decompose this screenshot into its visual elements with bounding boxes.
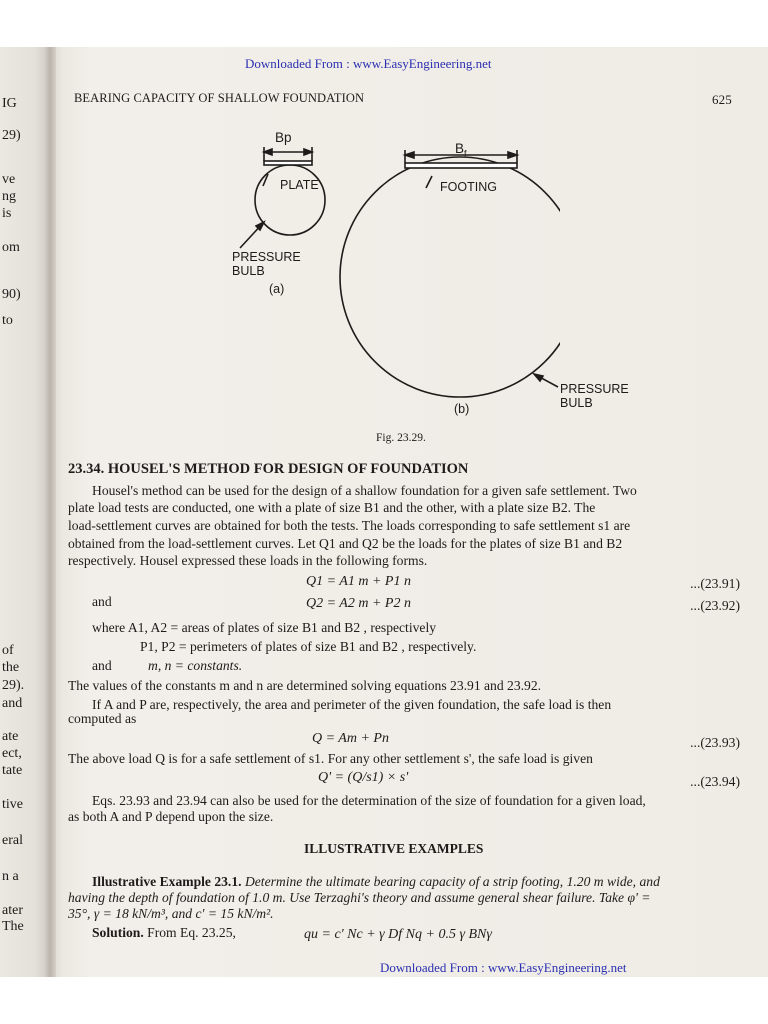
equation-23-94: Q' = (Q/s1) × s' (318, 770, 409, 785)
example-text-1: Determine the ultimate bearing capacity of a strip footing, 1.20 m wide, and (244, 874, 660, 889)
running-head: BEARING CAPACITY OF SHALLOW FOUNDATION (74, 91, 365, 105)
facing-page-fragment: ate (2, 729, 19, 744)
equation-number-23-93: ...(23.93) (690, 735, 740, 750)
solution-equation: qu = c' Nc + γ Df Nq + 0.5 γ BNγ (304, 927, 492, 942)
example-line-1 (92, 874, 660, 890)
where-line-1: where A1, A2 = areas of plates of size B1 and B2 , respectively (92, 620, 437, 635)
footing-label: FOOTING (440, 180, 497, 194)
where-line-3: m, n = constants. (148, 658, 243, 673)
facing-page-fragment: ng (2, 189, 16, 204)
plate-width-label (275, 130, 292, 145)
para1-line4: obtained from the load-settlement curves. Let Q1 and Q2 be the loads for the plates of size B1 and B2 (68, 536, 623, 551)
download-link-top[interactable]: Downloaded From : www.EasyEngineering.net (245, 56, 492, 71)
para1-line1: Housel's method can be used for the design of a shallow foundation for a given safe settlement. Two (92, 483, 637, 498)
footing-rect (405, 163, 517, 168)
facing-page-fragment: ect, (2, 746, 22, 761)
equation-23-91: Q1 = A1 m + P1 n (306, 574, 411, 589)
facing-page-fragment: and (2, 696, 23, 711)
para3-line2: computed as (68, 711, 137, 726)
equation-23-93: Q = Am + Pn (312, 731, 389, 746)
facing-page-fragment: 29). (2, 678, 25, 693)
facing-page-fragment: n a (2, 869, 19, 884)
pressure-bulb-a-circle (255, 165, 325, 235)
equation-number-23-91: ...(23.91) (690, 576, 740, 591)
para1-line2: plate load tests are conducted, one with a plate of size B1 and the other, with a plate size B2. The (68, 500, 596, 515)
para2: The values of the constants m and n are determined solving equations 23.91 and 23.92. (68, 678, 542, 693)
facing-page-fragment: 90) (2, 287, 21, 302)
plate-label: PLATE (280, 178, 319, 192)
facing-page-fragment: tive (2, 797, 23, 812)
facing-page-fragment: ve (2, 172, 16, 187)
pressure-bulb-a-line2: BULB (232, 264, 265, 278)
facing-page-fragment: eral (2, 833, 23, 848)
examples-heading: ILLUSTRATIVE EXAMPLES (304, 841, 484, 856)
plate-rect (264, 161, 312, 165)
pressure-bulb-a-label (232, 250, 301, 278)
page-number: 625 (712, 92, 732, 107)
example-line-2: having the depth of foundation of 1.0 m. Use Terzaghi's theory and assume general shear failure. Take φ' = (68, 890, 651, 905)
section-heading: 23.34. HOUSEL'S METHOD FOR DESIGN OF FOUNDATION (68, 461, 469, 477)
pressure-bulb-a-line1: PRESSURE (232, 250, 301, 264)
figure-caption: Fig. 23.29. (376, 432, 426, 444)
facing-page-fragment: IG (2, 96, 17, 111)
pressure-bulb-b-line2: BULB (560, 396, 593, 410)
facing-page-fragment: 29) (2, 128, 21, 143)
facing-page-fragment: is (2, 206, 12, 221)
example-label: Illustrative Example 23.1. (92, 874, 242, 889)
pressure-bulb-b-line1: PRESSURE (560, 382, 629, 396)
para1-line5: respectively. Housel expressed these loads in the following forms. (68, 553, 428, 568)
facing-page-fragment: to (2, 313, 13, 328)
download-link-bottom[interactable]: Downloaded From : www.EasyEngineering.net (380, 960, 627, 975)
facing-page-fragment: of (2, 643, 14, 658)
plate-width-text: Bp (275, 130, 292, 145)
equation-number-23-94: ...(23.94) (690, 774, 740, 789)
facing-page-fragment: ater (2, 903, 23, 918)
facing-page-fragment: the (2, 660, 20, 675)
solution-label: Solution. (92, 925, 144, 940)
facing-page-fragment: The (2, 919, 24, 934)
and-label-1: and (92, 594, 112, 609)
facing-page-fragment: om (2, 240, 20, 255)
facing-page-fragment: tate (2, 763, 23, 778)
footing-width-text: B (455, 141, 465, 156)
solution-line (92, 925, 236, 941)
equation-23-92: Q2 = A2 m + P2 n (306, 596, 411, 611)
para3-line1: If A and P are, respectively, the area and perimeter of the given foundation, the safe load is then (92, 697, 612, 712)
para4: The above load Q is for a safe settlement of s1. For any other settlement s', the safe load is given (68, 751, 593, 766)
footing-width-label (455, 141, 467, 159)
solution-text: From Eq. 23.25, (147, 925, 236, 940)
para5-line1: Eqs. 23.93 and 23.94 can also be used for the determination of the size of foundation for a given load, (92, 793, 646, 808)
and-label-2: and (92, 658, 112, 673)
example-line-3: 35°, γ = 18 kN/m³, and c' = 15 kN/m². (68, 906, 274, 921)
where-line-2: P1, P2 = perimeters of plates of size B1 and B2 , respectively. (140, 639, 477, 654)
footing-leader (426, 176, 432, 188)
figure-sub-b: (b) (454, 402, 470, 416)
figure-sub-a: (a) (269, 282, 285, 296)
book-spine-shadow (44, 47, 56, 977)
footing-width-subscript: f (464, 148, 467, 159)
para5-line2: as both A and P depend upon the size. (68, 809, 274, 824)
pressure-bulb-b-label (560, 382, 629, 410)
para1-line3: load-settlement curves are obtained for both the tests. The loads corresponding to safe settlement s1 are (68, 518, 631, 533)
equation-number-23-92: ...(23.92) (690, 598, 740, 613)
